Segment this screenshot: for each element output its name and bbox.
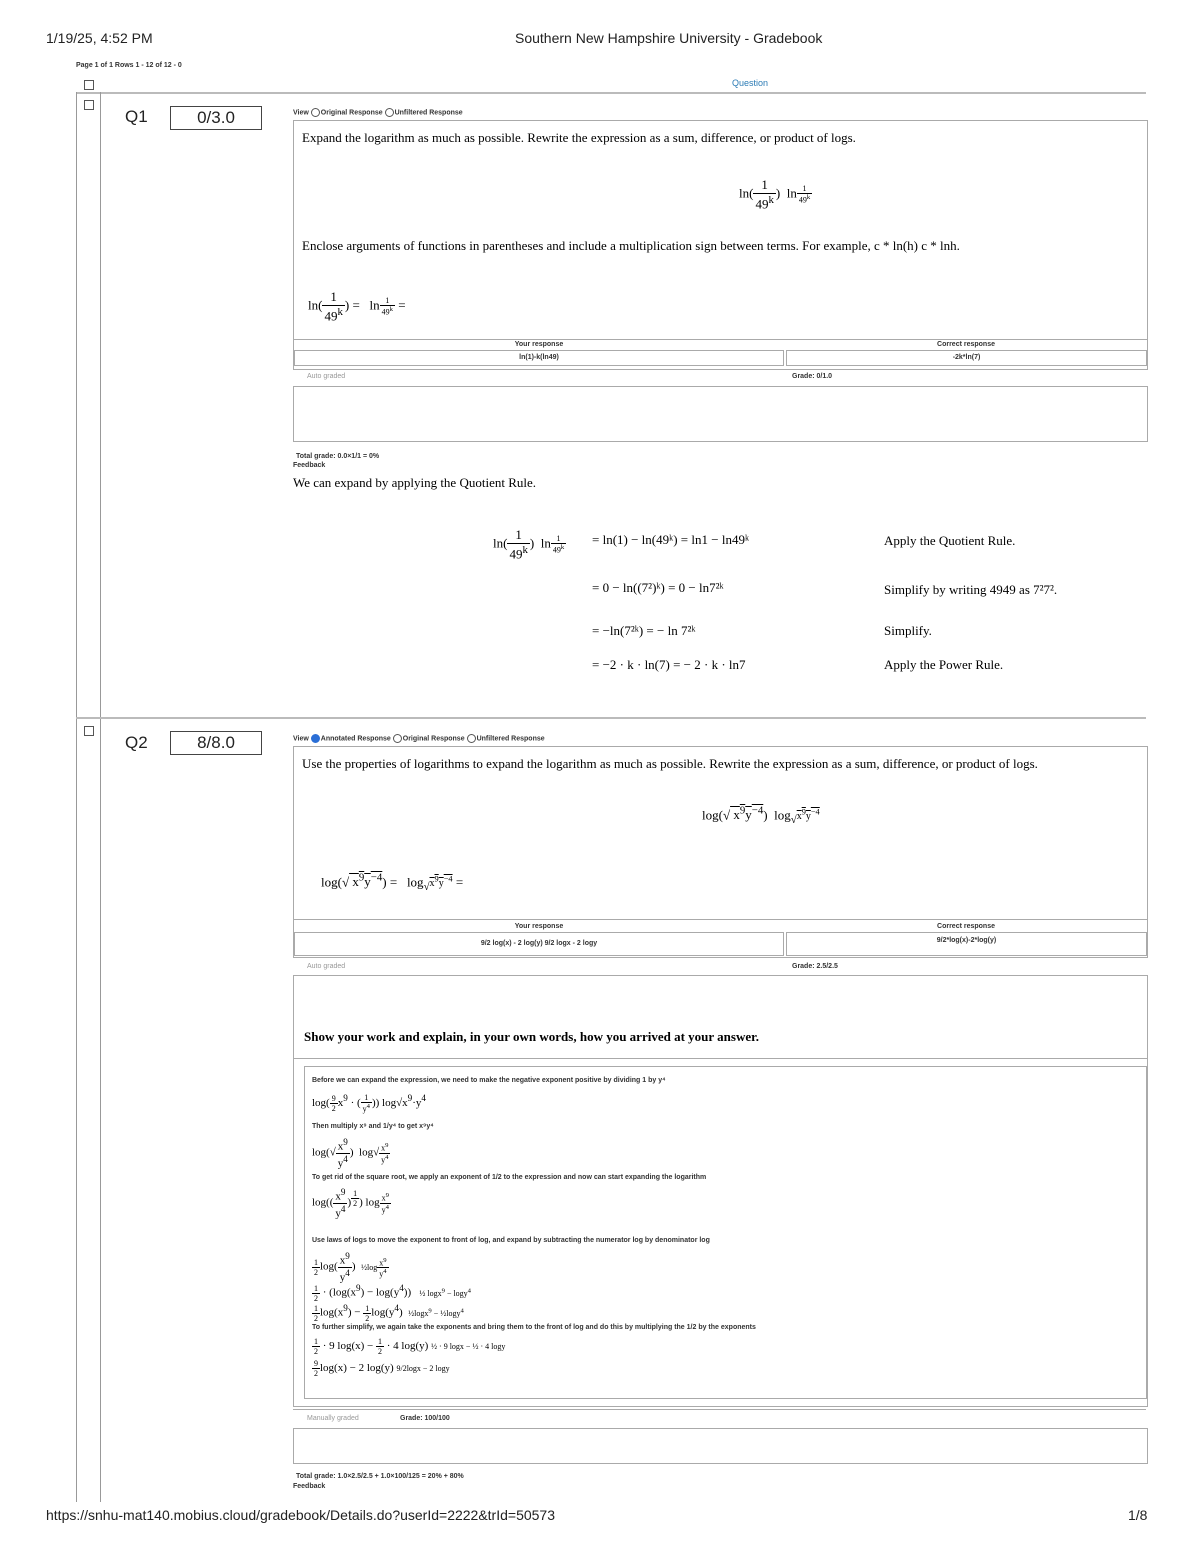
q2-question-panel [293, 746, 1148, 958]
header-divider [76, 92, 1146, 94]
q2-opt-unfiltered[interactable]: Unfiltered Response [476, 735, 545, 743]
q1-feedback-label: Feedback [293, 462, 326, 469]
q2-work-math-3: log(( $\frac{x^9}{y^4}$ ) $^{\frac{1}{2}}$ ) log $\frac{x^9}{y^4}$ [312, 1187, 389, 1220]
q1-correct-response-header: Correct response [937, 341, 995, 348]
q2-work-math-5: $\frac{1}{2}$ · $(\log(x^9) - \log(y^4))$ ½ logx$^9$ − logy$^4$ [314, 1283, 471, 1303]
q2-correct-response-cell [786, 932, 1147, 956]
q2-work-line-4: Use laws of logs to move the exponent to front of log, and expand by subtracting the numerator log by denominator log [312, 1237, 710, 1244]
q1-answer-line: ln( $\frac{1}{49^k}$ ) = ln $\frac{1}{49^k}$ = [308, 289, 406, 324]
column-header-question[interactable]: Question [732, 78, 769, 88]
q1-step-1-note: Apply the Quotient Rule. [884, 533, 1016, 548]
q2-opt-original[interactable]: Original Response [402, 735, 465, 743]
q2-work-line-2: Then multiply x⁹ and 1/y⁴ to get x⁹y⁴ [312, 1123, 434, 1130]
q2-prompt: Use the properties of logarithms to expand the logarithm as much as possible. Rewrite the expression as a sum, difference, or product of logs. [302, 756, 1038, 771]
q1-expression: ln( $\frac{1}{49^k}$ ) ln $\frac{1}{49^k}$ [739, 177, 811, 212]
page-title: Southern New Hampshire University - Gradebook [515, 30, 823, 46]
q2-view-options [293, 734, 545, 743]
q2-select-checkbox[interactable] [84, 726, 94, 736]
q2-work-math-1: log( $\frac{9}{2}$ $x^9$ · ( $\frac{1}{y^4}$ )) $\log√x^9\cdot y^4$ [312, 1093, 426, 1114]
q1-total-grade: Total grade: 0.0×1/1 = 0% [296, 453, 380, 460]
q1-step-2-expr: = 0 − ln((7²)ᵏ) = 0 − ln7²ᵏ [592, 580, 724, 595]
q2-comment-box[interactable] [293, 1428, 1148, 1464]
page-number: 1/8 [1128, 1507, 1148, 1523]
table-left-border [76, 92, 77, 1502]
q2-rule [294, 919, 1147, 920]
q1-feedback-intro: We can expand by applying the Quotient Rule. [293, 475, 537, 490]
q1-grade-box[interactable]: 0/3.0 [170, 106, 262, 130]
pager-info: Page 1 of 1 Rows 1 - 12 of 12 - 0 [76, 62, 182, 69]
q1-rule [294, 339, 1147, 340]
select-all-checkbox[interactable] [84, 80, 94, 90]
q2-total-grade: Total grade: 1.0×2.5/2.5 + 1.0×100/125 = 20% + 80% [296, 1473, 464, 1480]
q2-answer-line: log(√ $x^9y^{-4}) = \log_√x^9y^{-4}$ = [321, 872, 464, 893]
q2-manually-graded: Manually graded [307, 1415, 359, 1422]
q1-comment-box[interactable] [293, 386, 1148, 442]
q2-radio-original[interactable] [393, 734, 402, 743]
q1-step-3-expr: = −ln(7²ᵏ) = − ln 7²ᵏ [592, 623, 696, 638]
q1-view-label: View [293, 109, 309, 117]
q2-work-math-7: $\frac{1}{2}$ · 9 log(x) − $\frac{1}{2}$ · 4 log(y) ½ · 9 logx − ½ · 4 logy [314, 1337, 506, 1356]
q2-your-response: 9/2 log(x) - 2 log(y) 9/2 logx - 2 logy [480, 940, 598, 947]
q1-step-3-note: Simplify. [884, 623, 932, 638]
q2-auto-graded: Auto graded [307, 963, 346, 970]
q2-grade-box[interactable]: 8/8.0 [170, 731, 262, 755]
row-divider [76, 717, 1146, 719]
q1-step-1-expr: = ln(1) − ln(49ᵏ) = ln1 − ln49ᵏ [592, 532, 750, 547]
q2-your-response-cell [294, 932, 784, 956]
page-url: https://snhu-mat140.mobius.cloud/gradebook/Details.do?userId=2222&trId=50573 [46, 1507, 556, 1523]
q2-work-rule [294, 1058, 1147, 1059]
q2-label: Q2 [125, 733, 148, 752]
q2-work-line-5: To further simplify, we again take the exponents and bring them to the front of log and do this by multiplying the 1/2 by the exponents [312, 1324, 756, 1331]
q2-work-line-3: To get rid of the square root, we apply an exponent of 1/2 to the expression and now can start expanding the logarithm [312, 1174, 707, 1181]
q2-work-section [293, 975, 1148, 1407]
q2-grade-line: Grade: 2.5/2.5 [792, 963, 838, 970]
q1-select-checkbox[interactable] [84, 100, 94, 110]
q2-radio-unfiltered[interactable] [467, 734, 476, 743]
q2-show-work-prompt: Show your work and explain, in your own words, how you arrived at your answer. [304, 1029, 759, 1044]
q1-auto-graded: Auto graded [307, 373, 346, 380]
q1-your-response: ln(1)-k(ln49) [519, 354, 559, 361]
q1-correct-response-cell [786, 350, 1147, 366]
q1-step-4-note: Apply the Power Rule. [884, 657, 1004, 672]
q2-view-label: View [293, 735, 309, 743]
q2-manual-grade: Grade: 100/100 [400, 1415, 450, 1422]
q1-step-2-note: Simplify by writing 4949 as 7²7². [884, 582, 1058, 597]
q2-your-response-header: Your response [514, 923, 564, 930]
q1-view-options [293, 108, 463, 117]
q1-your-response-header: Your response [514, 341, 564, 348]
q2-correct-response-header: Correct response [937, 923, 995, 930]
q1-correct-response: -2k*ln(7) [952, 354, 981, 361]
q2-work-math-6: $\frac{1}{2}$ $\log(x^9)$ − $\frac{1}{2}$ $\log(y^4)$ ½logx$^9$ − ½logy$^4$ [314, 1303, 464, 1323]
q1-grade-line: Grade: 0/1.0 [792, 373, 833, 380]
q2-student-work [304, 1066, 1147, 1399]
q1-step-4-expr: = −2 · k · ln(7) = − 2 · k · ln7 [592, 657, 746, 672]
q2-work-math-2: log(√ $\frac{x^9}{y^4}$ ) log√ $\frac{x^9}{y^4}$ [312, 1137, 389, 1170]
q1-radio-unfiltered[interactable] [385, 108, 394, 117]
q2-work-math-8: $\frac{9}{2}$ log(x) − 2 log(y) 9/2logx − 2 logy [314, 1359, 450, 1378]
q2-work-line-1: Before we can expand the expression, we need to make the negative exponent positive by dividing 1 by y⁴ [312, 1077, 666, 1084]
q1-instructions: Enclose arguments of functions in parentheses and include a multiplication sign between terms. For example, c * ln(h) c * lnh. [302, 238, 960, 253]
q1-your-response-cell [294, 350, 784, 366]
q1-feedback-lhs: ln( $\frac{1}{49^k}$ ) ln $\frac{1}{49^k}$ [493, 527, 565, 562]
q1-opt-original[interactable]: Original Response [320, 109, 383, 117]
table-column-divider [100, 92, 101, 1502]
q1-label: Q1 [125, 107, 148, 126]
q1-question-panel [293, 120, 1148, 370]
q2-opt-annotated[interactable]: Annotated Response [320, 735, 391, 743]
q2-manual-rule [293, 1409, 1146, 1410]
q2-expression: log(√ $x^9y^{-4}$) $\log_√x^9y^{-4}$ [702, 805, 820, 826]
q1-opt-unfiltered[interactable]: Unfiltered Response [394, 109, 463, 117]
q2-feedback-label: Feedback [293, 1483, 326, 1490]
q2-work-math-4: $\frac{1}{2}$ log( $\frac{x^9}{y^4}$ ) ½log $\frac{x^9}{y^4}$ [314, 1251, 387, 1284]
q2-radio-annotated[interactable] [311, 734, 320, 743]
q1-prompt: Expand the logarithm as much as possible. Rewrite the expression as a sum, difference, or product of logs. [302, 130, 856, 145]
q2-correct-response: 9/2*log(x)-2*log(y) [936, 937, 997, 944]
q1-radio-original[interactable] [311, 108, 320, 117]
print-timestamp: 1/19/25, 4:52 PM [46, 30, 153, 46]
